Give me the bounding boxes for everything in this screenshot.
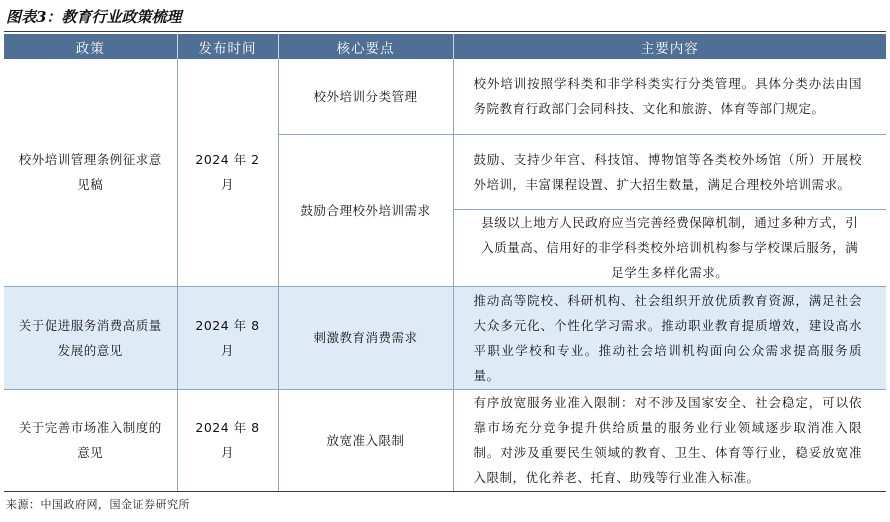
header-date: 发布时间 xyxy=(177,34,278,59)
key-point-cell: 放宽准入限制 xyxy=(278,389,453,491)
content-cell: 校外培训按照学科类和非学科类实行分类管理。具体分类办法由国务院教育行政部门会同科技、文化和旅游、体育等部门规定。 xyxy=(453,59,886,134)
policy-cell xyxy=(4,389,177,491)
date-cell: 2024 年 8 月 xyxy=(177,389,278,491)
policy-table xyxy=(4,34,886,492)
key-point-cell: 鼓励合理校外培训需求 xyxy=(278,134,453,286)
table-row xyxy=(4,286,886,389)
content-cell: 推动高等院校、科研机构、社会组织开放优质教育资源，满足社会大众多元化、个性化学习需求。推动职业教育提质增效，建设高水平职业学校和专业。推动社会培训机构面向公众需求提高服务质量。 xyxy=(453,286,886,389)
policy-name: 关于促进服务消费高质量发展的意见 xyxy=(18,317,162,358)
policy-cell xyxy=(4,59,177,286)
content-cell: 鼓励、支持少年宫、科技馆、博物馆等各类校外场馆（所）开展校外培训，丰富课程设置、扩大招生数量，满足合理校外培训需求。 xyxy=(453,134,886,209)
content-cell: 县级以上地方人民政府应当完善经费保障机制，通过多种方式，引入质量高、信用好的非学科类校外培训机构参与学校课后服务，满足学生多样化需求。 xyxy=(453,209,886,286)
key-point-cell: 刺激教育消费需求 xyxy=(278,286,453,389)
header-policy: 政策 xyxy=(4,34,177,59)
table-row xyxy=(4,59,886,134)
table-header-row xyxy=(4,34,886,59)
header-main-content: 主要内容 xyxy=(453,34,886,59)
title-divider xyxy=(4,31,886,32)
figure-title: 图表3：教育行业政策梳理 xyxy=(6,8,182,26)
date-cell: 2024 年 8 月 xyxy=(177,286,278,389)
policy-name: 关于完善市场准入制度的意见 xyxy=(18,420,162,460)
policy-cell xyxy=(4,286,177,389)
policy-name: 校外培训管理条例征求意见稿 xyxy=(18,152,162,193)
header-key-point: 核心要点 xyxy=(278,34,453,59)
table-row xyxy=(4,389,886,491)
date-cell: 2024 年 2 月 xyxy=(177,59,278,286)
key-point-cell: 校外培训分类管理 xyxy=(278,59,453,134)
content-cell: 有序放宽服务业准入限制：对不涉及国家安全、社会稳定，可以依靠市场充分竞争提升供给质量的服务业行业领域逐步取消准入限制。对涉及重要民生领域的教育、卫生、体育等行业，稳妥放宽准入限制，优化养老、托育、助残等行业准入标准。 xyxy=(453,389,886,491)
source-note: 来源：中国政府网，国金证券研究所 xyxy=(6,498,190,511)
